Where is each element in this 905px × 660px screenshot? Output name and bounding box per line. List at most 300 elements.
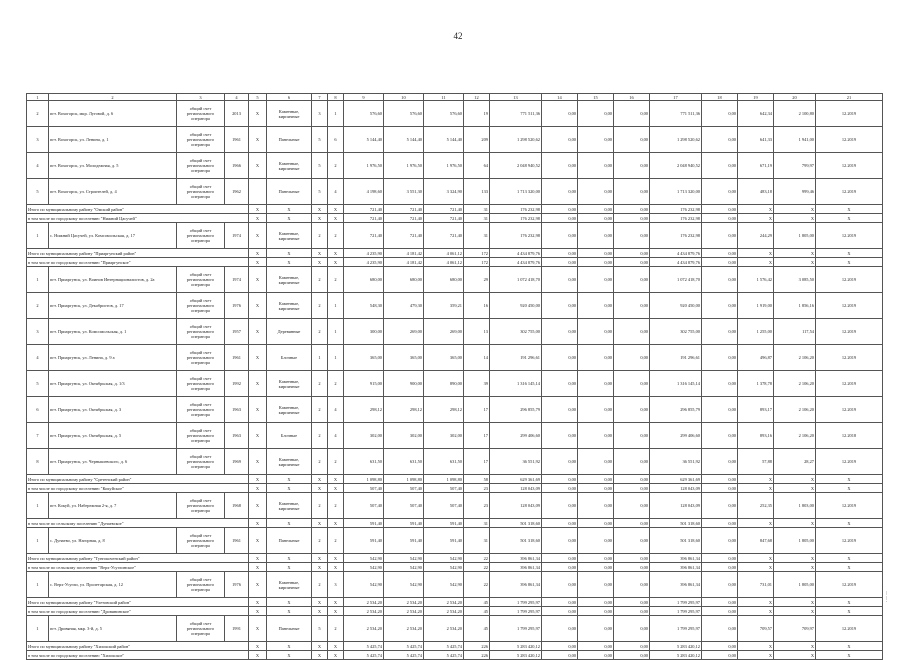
table-cell: 3 551,30 bbox=[384, 179, 424, 205]
table-cell: X bbox=[816, 258, 883, 267]
table-cell: X bbox=[249, 528, 267, 554]
table-cell: 0,00 bbox=[614, 563, 650, 572]
table-row bbox=[27, 153, 883, 179]
table-cell: 12.2019 bbox=[816, 101, 883, 127]
table-cell: X bbox=[249, 642, 267, 651]
table-cell: 507,40 bbox=[384, 493, 424, 519]
table-cell: общий счет регионального оператора bbox=[177, 179, 225, 205]
table-cell: X bbox=[738, 205, 774, 214]
table-cell: 0,00 bbox=[542, 223, 578, 249]
table-cell: 1 713 320,00 bbox=[490, 179, 542, 205]
table-cell: 0,00 bbox=[702, 642, 738, 651]
table-cell: 2 534,20 bbox=[384, 598, 424, 607]
subtotal-row bbox=[27, 598, 883, 607]
table-cell: 542,90 bbox=[344, 563, 384, 572]
table-cell: 0,00 bbox=[614, 449, 650, 475]
table-cell: 0,00 bbox=[542, 293, 578, 319]
table-cell: 2 bbox=[312, 397, 328, 423]
table-cell: 0,00 bbox=[578, 528, 614, 554]
table-cell: 2 048 940,52 bbox=[650, 153, 702, 179]
table-cell: 0,00 bbox=[614, 293, 650, 319]
table-cell: 0,00 bbox=[542, 397, 578, 423]
table-cell: 0,00 bbox=[702, 493, 738, 519]
table-cell: X bbox=[312, 475, 328, 484]
table-cell: 0,00 bbox=[614, 642, 650, 651]
subtotal-label-cell: Итого по муниципальному району "Тунгокоченский район" bbox=[27, 554, 249, 563]
table-cell: 0,00 bbox=[702, 371, 738, 397]
table-cell: 4 181,42 bbox=[384, 249, 424, 258]
table-cell: 22 bbox=[464, 572, 490, 598]
table-cell: X bbox=[249, 293, 267, 319]
table-row bbox=[27, 319, 883, 345]
table-cell: X bbox=[249, 345, 267, 371]
table-cell: 7 bbox=[27, 423, 49, 449]
table-cell: общий счет регионального оператора bbox=[177, 293, 225, 319]
table-cell: X bbox=[774, 519, 816, 528]
table-cell: 1 bbox=[27, 616, 49, 642]
table-cell: 0,00 bbox=[614, 345, 650, 371]
table-cell: 0,00 bbox=[578, 319, 614, 345]
table-cell: 209 bbox=[464, 127, 490, 153]
table-cell: общий счет регионального оператора bbox=[177, 319, 225, 345]
table-cell: 2 534,20 bbox=[344, 598, 384, 607]
subtotal-label-cell: Итого по муниципальному району "Омский район" bbox=[27, 205, 249, 214]
table-cell: 2 534,20 bbox=[344, 607, 384, 616]
subtotal-row bbox=[27, 475, 883, 484]
table-cell: 299 406,60 bbox=[650, 423, 702, 449]
table-cell: X bbox=[816, 475, 883, 484]
table-cell: X bbox=[328, 249, 344, 258]
table-cell: 2 534,20 bbox=[424, 607, 464, 616]
table-cell: общий счет регионального оператора bbox=[177, 371, 225, 397]
table-cell: 302,00 bbox=[384, 423, 424, 449]
table-cell: 172 bbox=[464, 249, 490, 258]
table-cell: 1966 bbox=[225, 153, 249, 179]
table-cell: 6 bbox=[328, 127, 344, 153]
table-cell: 176 232,98 bbox=[650, 205, 702, 214]
table-cell: X bbox=[249, 563, 267, 572]
table-cell: общий счет регионального оператора bbox=[177, 345, 225, 371]
table-cell: 1 799 295,97 bbox=[490, 607, 542, 616]
table-cell: 709,97 bbox=[774, 616, 816, 642]
table-cell: Блочные bbox=[267, 345, 312, 371]
table-cell: 0,00 bbox=[614, 258, 650, 267]
table-cell: 0,00 bbox=[542, 554, 578, 563]
table-cell: 5 425,74 bbox=[384, 642, 424, 651]
table-cell: 0,00 bbox=[542, 371, 578, 397]
table-cell: 1 bbox=[27, 223, 49, 249]
table-cell: 0,00 bbox=[578, 493, 614, 519]
table-cell: X bbox=[249, 475, 267, 484]
table-cell: X bbox=[328, 214, 344, 223]
table-cell: 771 511,36 bbox=[650, 101, 702, 127]
column-number-cell: 2 bbox=[49, 94, 177, 101]
table-cell: 721,40 bbox=[344, 205, 384, 214]
table-cell: 226 bbox=[464, 651, 490, 660]
table-cell: 591,40 bbox=[424, 528, 464, 554]
table-cell: 1 098,80 bbox=[424, 475, 464, 484]
table-cell: 0,00 bbox=[542, 651, 578, 660]
table-cell: 117,54 bbox=[774, 319, 816, 345]
table-cell: 22 bbox=[464, 554, 490, 563]
table-cell: 0,00 bbox=[702, 293, 738, 319]
table-cell: 17 bbox=[464, 423, 490, 449]
table-cell: X bbox=[774, 651, 816, 660]
table-cell: 1961 bbox=[225, 528, 249, 554]
table-cell: 302,00 bbox=[344, 423, 384, 449]
table-cell: 0,00 bbox=[614, 214, 650, 223]
table-cell: 1957 bbox=[225, 319, 249, 345]
table-cell: 0,00 bbox=[614, 493, 650, 519]
table-cell: 1 799 295,97 bbox=[650, 607, 702, 616]
table-cell: 0,00 bbox=[702, 179, 738, 205]
table-cell: 680,00 bbox=[384, 267, 424, 293]
table-cell: 4 434 879,76 bbox=[490, 249, 542, 258]
table-cell: 920 450,00 bbox=[650, 293, 702, 319]
table-cell: 269,00 bbox=[384, 319, 424, 345]
table-row bbox=[27, 179, 883, 205]
table-cell: 128 043,09 bbox=[650, 484, 702, 493]
table-cell: 1 919,00 bbox=[738, 293, 774, 319]
table-cell: X bbox=[249, 267, 267, 293]
table-cell: 483,18 bbox=[738, 179, 774, 205]
table-cell: 5 283 420,12 bbox=[490, 642, 542, 651]
table-cell: 0,00 bbox=[542, 572, 578, 598]
table-cell: 0,00 bbox=[702, 572, 738, 598]
table-cell: пгт. Приаргунск, ул. Октябрьская, д. 1/3 bbox=[49, 371, 177, 397]
table-cell: 0,00 bbox=[578, 572, 614, 598]
table-cell: 396 861,34 bbox=[490, 572, 542, 598]
column-number-cell: 14 bbox=[542, 94, 578, 101]
table-cell: 0,00 bbox=[702, 223, 738, 249]
table-cell: 1961 bbox=[225, 127, 249, 153]
table-cell: 0,00 bbox=[578, 249, 614, 258]
table-cell: 1 576,42 bbox=[738, 267, 774, 293]
table-cell: 507,40 bbox=[424, 493, 464, 519]
column-number-cell: 10 bbox=[384, 94, 424, 101]
table-cell: 0,00 bbox=[578, 484, 614, 493]
table-cell: X bbox=[328, 205, 344, 214]
column-number-cell: 21 bbox=[816, 94, 883, 101]
table-cell: 1 bbox=[27, 528, 49, 554]
table-cell: 0,00 bbox=[542, 205, 578, 214]
table-cell: 299 406,60 bbox=[490, 423, 542, 449]
table-cell: X bbox=[738, 484, 774, 493]
table-cell: 0,00 bbox=[702, 214, 738, 223]
table-cell: Панельные bbox=[267, 528, 312, 554]
margin-mark: | bbox=[886, 590, 887, 595]
table-cell: 0,00 bbox=[542, 179, 578, 205]
table-cell: 5 144,40 bbox=[384, 127, 424, 153]
table-cell: X bbox=[774, 563, 816, 572]
table-cell: 23 bbox=[464, 493, 490, 519]
table-cell: 0,00 bbox=[542, 607, 578, 616]
table-cell: 1 098,80 bbox=[384, 475, 424, 484]
column-number-cell: 9 bbox=[344, 94, 384, 101]
table-cell: 2 bbox=[328, 223, 344, 249]
table-cell: 1 799 295,97 bbox=[650, 616, 702, 642]
table-cell: общий счет регионального оператора bbox=[177, 616, 225, 642]
table-cell: 0,00 bbox=[578, 153, 614, 179]
subtotal-label-cell: в том числе по городскому поселению "Нижний Цасучей" bbox=[27, 214, 249, 223]
table-cell: 1 bbox=[312, 345, 328, 371]
table-cell: 0,00 bbox=[614, 598, 650, 607]
table-cell: X bbox=[267, 563, 312, 572]
table-cell: 501 318,60 bbox=[490, 528, 542, 554]
table-cell: 12.2019 bbox=[816, 371, 883, 397]
table-cell: 298,12 bbox=[424, 397, 464, 423]
table-cell: 1 713 320,00 bbox=[650, 179, 702, 205]
table-cell: 721,40 bbox=[384, 214, 424, 223]
table-cell: 2 bbox=[328, 528, 344, 554]
subtotal-label-cell: в том числе по городскому поселению "Кокуйское" bbox=[27, 484, 249, 493]
table-cell: 1 bbox=[328, 319, 344, 345]
table-cell: 0,00 bbox=[702, 449, 738, 475]
table-cell: 642,34 bbox=[738, 101, 774, 127]
table-cell: пгт. Приаргунск, ул. Комсомольская, д. 1 bbox=[49, 319, 177, 345]
table-cell: пгт. Приаргунск, ул. Декабристов, д. 17 bbox=[49, 293, 177, 319]
subtotal-row bbox=[27, 554, 883, 563]
table-cell: с. Нижний Цасучей, ул. Комсомольская, д. 17 bbox=[49, 223, 177, 249]
subtotal-label-cell: в том числе по городскому поселению "Дровянинское" bbox=[27, 607, 249, 616]
table-cell: X bbox=[328, 651, 344, 660]
table-cell: 0,00 bbox=[542, 153, 578, 179]
table-cell: 0,00 bbox=[578, 519, 614, 528]
table-cell: 0,00 bbox=[702, 249, 738, 258]
table-cell: X bbox=[774, 249, 816, 258]
table-cell: 576,60 bbox=[424, 101, 464, 127]
table-cell: общий счет регионального оператора bbox=[177, 449, 225, 475]
subtotal-label-cell: в том числе по городскому поселению "Приаргунское" bbox=[27, 258, 249, 267]
table-cell: 3 bbox=[27, 127, 49, 153]
table-cell: 5 144,40 bbox=[344, 127, 384, 153]
table-cell: 501 318,60 bbox=[650, 519, 702, 528]
table-cell: 2 106,20 bbox=[774, 371, 816, 397]
table-cell: 2 bbox=[312, 267, 328, 293]
table-cell: 12.2019 bbox=[816, 319, 883, 345]
table-cell: X bbox=[738, 249, 774, 258]
table-cell: Панельные bbox=[267, 616, 312, 642]
table-cell: X bbox=[738, 563, 774, 572]
table-cell: 5 bbox=[312, 127, 328, 153]
table-cell: X bbox=[738, 519, 774, 528]
table-cell: 396 861,34 bbox=[650, 554, 702, 563]
subtotal-row bbox=[27, 214, 883, 223]
table-cell: общий счет регионального оператора bbox=[177, 101, 225, 127]
table-cell: 0,00 bbox=[614, 319, 650, 345]
column-number-cell: 16 bbox=[614, 94, 650, 101]
table-row bbox=[27, 267, 883, 293]
table-header-row bbox=[27, 94, 883, 101]
table-cell: 0,00 bbox=[542, 563, 578, 572]
table-cell: 0,00 bbox=[542, 616, 578, 642]
table-cell: 893,16 bbox=[738, 423, 774, 449]
table-cell: 12.2019 bbox=[816, 493, 883, 519]
table-cell: X bbox=[738, 258, 774, 267]
table-cell: 0,00 bbox=[614, 127, 650, 153]
table-cell: 31 bbox=[464, 205, 490, 214]
margin-mark: ' bbox=[886, 600, 887, 605]
table-cell: 2 534,20 bbox=[424, 598, 464, 607]
table-cell: 1991 bbox=[225, 616, 249, 642]
table-cell: 12.2019 bbox=[816, 397, 883, 423]
table-cell: 300,00 bbox=[344, 319, 384, 345]
table-cell: X bbox=[249, 616, 267, 642]
table-cell: 0,00 bbox=[614, 101, 650, 127]
table-cell: 1 976,50 bbox=[424, 153, 464, 179]
table-cell: 176 232,98 bbox=[490, 214, 542, 223]
table-cell: 12.2019 bbox=[816, 267, 883, 293]
table-row bbox=[27, 397, 883, 423]
table-cell: 0,00 bbox=[614, 153, 650, 179]
table-cell: 12.2019 bbox=[816, 449, 883, 475]
column-number-cell: 20 bbox=[774, 94, 816, 101]
table-cell: 1 bbox=[328, 345, 344, 371]
table-cell: 680,00 bbox=[424, 267, 464, 293]
column-number-cell: 13 bbox=[490, 94, 542, 101]
table-cell: 298,12 bbox=[384, 397, 424, 423]
table-cell: 4 198,60 bbox=[344, 179, 384, 205]
table-cell: X bbox=[774, 642, 816, 651]
table-cell: X bbox=[816, 519, 883, 528]
table-cell: 2 bbox=[312, 371, 328, 397]
table-cell: 252,35 bbox=[738, 493, 774, 519]
table-cell: 0,00 bbox=[542, 484, 578, 493]
housing-program-table-wrapper bbox=[26, 93, 878, 660]
table-cell: 5 bbox=[312, 153, 328, 179]
table-cell: 0,00 bbox=[578, 267, 614, 293]
table-cell: 721,40 bbox=[384, 223, 424, 249]
table-cell: 128 043,09 bbox=[490, 484, 542, 493]
table-cell: 0,00 bbox=[578, 449, 614, 475]
table-cell: 591,40 bbox=[344, 528, 384, 554]
table-cell: 2 534,20 bbox=[384, 616, 424, 642]
table-cell: 3 bbox=[328, 572, 344, 598]
table-cell: 731,01 bbox=[738, 572, 774, 598]
table-cell: 0,00 bbox=[578, 345, 614, 371]
table-cell: X bbox=[249, 651, 267, 660]
table-cell: общий счет регионального оператора bbox=[177, 223, 225, 249]
table-cell: X bbox=[249, 223, 267, 249]
table-row bbox=[27, 101, 883, 127]
table-cell: X bbox=[816, 563, 883, 572]
subtotal-label-cell: в том числе по городскому поселению "Хилокское" bbox=[27, 651, 249, 660]
table-cell: 45 bbox=[464, 607, 490, 616]
table-row bbox=[27, 528, 883, 554]
table-cell: X bbox=[312, 598, 328, 607]
table-cell: 2 106,20 bbox=[774, 345, 816, 371]
table-cell: 5 425,74 bbox=[344, 651, 384, 660]
table-cell: 5 283 420,12 bbox=[650, 642, 702, 651]
table-cell: общий счет регионального оператора bbox=[177, 397, 225, 423]
margin-mark: | bbox=[886, 595, 887, 600]
table-cell: 0,00 bbox=[578, 475, 614, 484]
table-cell: 19 bbox=[464, 101, 490, 127]
table-cell: 0,00 bbox=[614, 423, 650, 449]
table-cell: 2 bbox=[328, 449, 344, 475]
table-cell: 244,29 bbox=[738, 223, 774, 249]
table-cell: 671,19 bbox=[738, 153, 774, 179]
table-cell: 39 bbox=[464, 371, 490, 397]
subtotal-label-cell: Итого по муниципальному району "Сретенский район" bbox=[27, 475, 249, 484]
table-cell: X bbox=[328, 642, 344, 651]
table-cell: 17 bbox=[464, 397, 490, 423]
subtotal-row bbox=[27, 484, 883, 493]
table-cell: X bbox=[774, 475, 816, 484]
table-cell: X bbox=[738, 642, 774, 651]
table-cell: X bbox=[249, 319, 267, 345]
table-row bbox=[27, 345, 883, 371]
table-cell: X bbox=[312, 484, 328, 493]
table-cell: X bbox=[328, 607, 344, 616]
table-cell: Каменные, кирпичные bbox=[267, 449, 312, 475]
table-cell: 548,30 bbox=[344, 293, 384, 319]
table-cell: X bbox=[249, 127, 267, 153]
table-cell: 0,00 bbox=[542, 258, 578, 267]
table-cell: X bbox=[312, 554, 328, 563]
table-cell: 3 bbox=[27, 319, 49, 345]
table-cell: 2 bbox=[328, 371, 344, 397]
table-cell: 1976 bbox=[225, 293, 249, 319]
table-cell: 28,27 bbox=[774, 449, 816, 475]
table-cell: пгт. Дровяная, мкр. 3-й, д. 5 bbox=[49, 616, 177, 642]
subtotal-row bbox=[27, 607, 883, 616]
table-cell: 576,60 bbox=[384, 101, 424, 127]
table-cell: 1961 bbox=[225, 345, 249, 371]
table-row bbox=[27, 127, 883, 153]
column-number-cell: 19 bbox=[738, 94, 774, 101]
table-cell: 900,00 bbox=[384, 371, 424, 397]
column-number-cell: 12 bbox=[464, 94, 490, 101]
table-cell: 847,68 bbox=[738, 528, 774, 554]
table-cell: 0,00 bbox=[578, 616, 614, 642]
table-cell: пгт. Приаргунск, ул. Чернышевского, д. 6 bbox=[49, 449, 177, 475]
table-cell: 12.2019 bbox=[816, 127, 883, 153]
table-cell: 2 bbox=[27, 293, 49, 319]
table-cell: 0,00 bbox=[542, 598, 578, 607]
table-cell: 0,00 bbox=[614, 475, 650, 484]
table-cell: пгт. Вохогорск, ул. Ленина, д. 1 bbox=[49, 127, 177, 153]
table-cell: 226 bbox=[464, 642, 490, 651]
table-cell: 1 799 295,97 bbox=[490, 616, 542, 642]
table-cell: 721,40 bbox=[344, 214, 384, 223]
table-cell: 0,00 bbox=[614, 554, 650, 563]
table-cell: 920 450,00 bbox=[490, 293, 542, 319]
table-cell: 0,00 bbox=[578, 223, 614, 249]
table-cell: X bbox=[774, 484, 816, 493]
table-cell: 302 755,00 bbox=[650, 319, 702, 345]
table-cell: 0,00 bbox=[614, 572, 650, 598]
table-cell: 0,00 bbox=[578, 423, 614, 449]
table-cell: X bbox=[738, 598, 774, 607]
table-cell: 0,00 bbox=[578, 651, 614, 660]
table-cell: 3 324,90 bbox=[424, 179, 464, 205]
table-cell: 479,30 bbox=[384, 293, 424, 319]
table-cell: 0,00 bbox=[542, 319, 578, 345]
table-cell: 6 bbox=[27, 397, 49, 423]
page-number: 42 bbox=[453, 31, 463, 41]
table-cell: Каменные, кирпичные bbox=[267, 223, 312, 249]
table-cell: 0,00 bbox=[542, 101, 578, 127]
table-cell: общий счет регионального оператора bbox=[177, 528, 225, 554]
table-cell: 631,50 bbox=[424, 449, 464, 475]
table-cell: 5 bbox=[27, 371, 49, 397]
table-cell: Каменные, кирпичные bbox=[267, 397, 312, 423]
table-cell: 36 551,92 bbox=[650, 449, 702, 475]
table-cell: 12.2019 bbox=[816, 153, 883, 179]
table-cell: X bbox=[249, 598, 267, 607]
table-cell: 0,00 bbox=[578, 397, 614, 423]
